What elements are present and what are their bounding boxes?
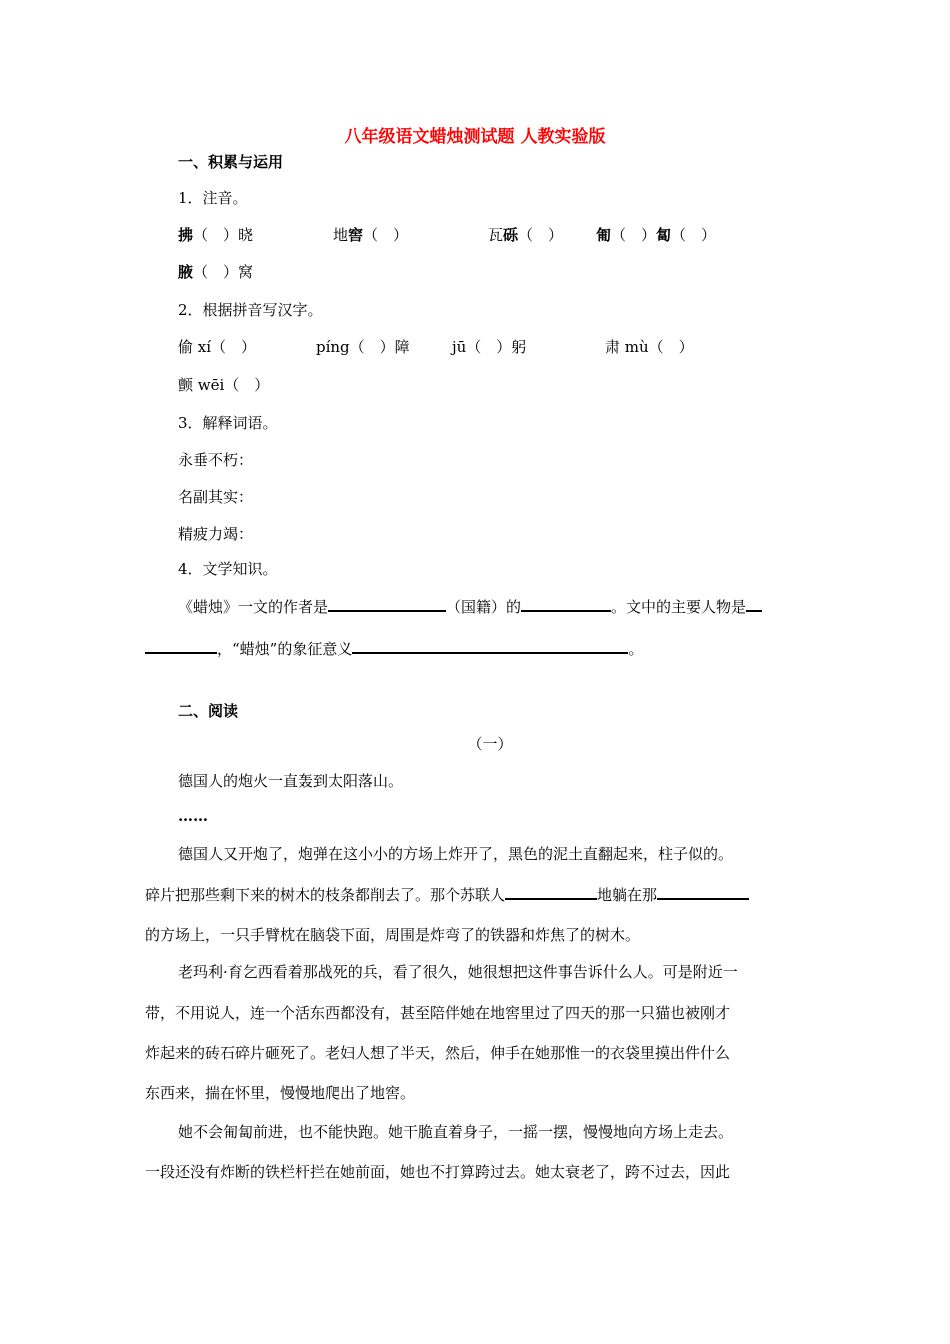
q1-char: 拂 <box>178 226 194 244</box>
answer-blank[interactable] <box>657 884 749 900</box>
paragraph-4-line-1: 她不会匍匐前进，也不能快跑。她干脆直着身子，一摇一摆，慢慢地向方场上走去。 <box>178 1123 734 1141</box>
q1-blank: （ ） <box>611 226 657 244</box>
q1-item-2 <box>333 225 408 245</box>
paragraph-2-line-1: 德国人又开炮了，炮弹在这小小的方场上炸开了，黑色的泥土直翻起来，柱子似的。 <box>178 845 734 863</box>
answer-blank[interactable] <box>505 884 597 900</box>
q1-char: 腋 <box>178 263 194 281</box>
q3-item-1: 永垂不朽： <box>178 451 254 469</box>
answer-blank[interactable] <box>746 596 762 612</box>
q1-label: 1．注音。 <box>178 189 248 207</box>
q2-item-1: 偷 xí（ ） <box>178 338 257 356</box>
q1-blank: （ ） <box>518 226 564 244</box>
q2-item-5: 颤 wēi（ ） <box>178 376 270 394</box>
q4-text: 。文中的主要人物是 <box>611 598 747 616</box>
q1-char: 瓦 <box>488 226 504 244</box>
section2-heading: 二、阅读 <box>178 702 239 720</box>
page-title: 八年级语文蜡烛测试题 人教实验版 <box>344 127 606 147</box>
ellipsis: …… <box>178 807 208 825</box>
paragraph-3-line-3: 炸起来的砖石碎片砸死了。老妇人想了半天，然后，伸手在她那惟一的衣袋里摸出件什么 <box>145 1044 731 1062</box>
q4-text: 。 <box>628 640 644 658</box>
q1-char: 砾 <box>503 226 519 244</box>
q4-line-2 <box>145 638 643 659</box>
q4-line-1 <box>178 596 762 617</box>
q1-char: 匍 <box>596 226 612 244</box>
q1-item-4 <box>596 225 716 245</box>
paragraph-3-line-4: 东西来，揣在怀里，慢慢地爬出了地窖。 <box>145 1084 416 1102</box>
q4-text: （国籍）的 <box>446 598 522 616</box>
paragraph-text: 碎片把那些剩下来的树木的枝条都削去了。那个苏联人 <box>145 886 506 904</box>
section2-subheading: （一） <box>467 735 513 753</box>
paragraph-4-line-2: 一段还没有炸断的铁栏杆拦在她前面，她也不打算跨过去。她太衰老了，跨不过去，因此 <box>145 1163 731 1181</box>
q3-item-3: 精疲力竭： <box>178 525 254 543</box>
q4-text: ，“蜡烛”的象征意义 <box>217 640 353 658</box>
paragraph-text: 地躺在那 <box>597 886 658 904</box>
paragraph-1: 德国人的炮火一直轰到太阳落山。 <box>178 772 404 790</box>
q3-item-2: 名副其实： <box>178 488 254 506</box>
q1-blank: （ ） <box>363 226 409 244</box>
q1-char: 匐 <box>656 226 672 244</box>
q1-char: 地 <box>333 226 349 244</box>
q1-blank: （ ）窝 <box>193 263 254 281</box>
paragraph-3-line-1: 老玛利·育乞西看着那战死的兵，看了很久，她很想把这件事告诉什么人。可是附近一 <box>178 963 738 981</box>
q4-text: 《蜡烛》一文的作者是 <box>178 598 329 616</box>
q4-label: 4．文学知识。 <box>178 560 278 578</box>
paragraph-3-line-2: 带，不用说人，连一个活东西都没有，甚至陪伴她在地窖里过了四天的那一只猫也被刚才 <box>145 1004 731 1022</box>
q1-char: 窖 <box>348 226 364 244</box>
q1-blank: （ ） <box>671 226 717 244</box>
answer-blank[interactable] <box>352 638 628 654</box>
q1-item-1 <box>178 225 253 245</box>
section1-heading: 一、积累与运用 <box>178 153 284 171</box>
paragraph-2-line-3: 的方场上，一只手臂枕在脑袋下面，周围是炸弯了的铁器和炸焦了的树木。 <box>145 926 641 944</box>
answer-blank[interactable] <box>521 596 611 612</box>
q1-blank: （ ）晓 <box>193 226 254 244</box>
q2-item-3: jū（ ）躬 <box>452 338 527 356</box>
q1-item-5 <box>178 262 253 282</box>
q2-item-4: 肃 mù（ ） <box>605 338 694 356</box>
q2-label: 2．根据拼音写汉字。 <box>178 301 323 319</box>
paragraph-2-line-2 <box>145 884 749 905</box>
q3-label: 3．解释词语。 <box>178 414 278 432</box>
answer-blank[interactable] <box>328 596 446 612</box>
q2-item-2: píng（ ）障 <box>316 338 410 356</box>
q1-item-3 <box>488 225 563 245</box>
answer-blank[interactable] <box>145 638 217 654</box>
